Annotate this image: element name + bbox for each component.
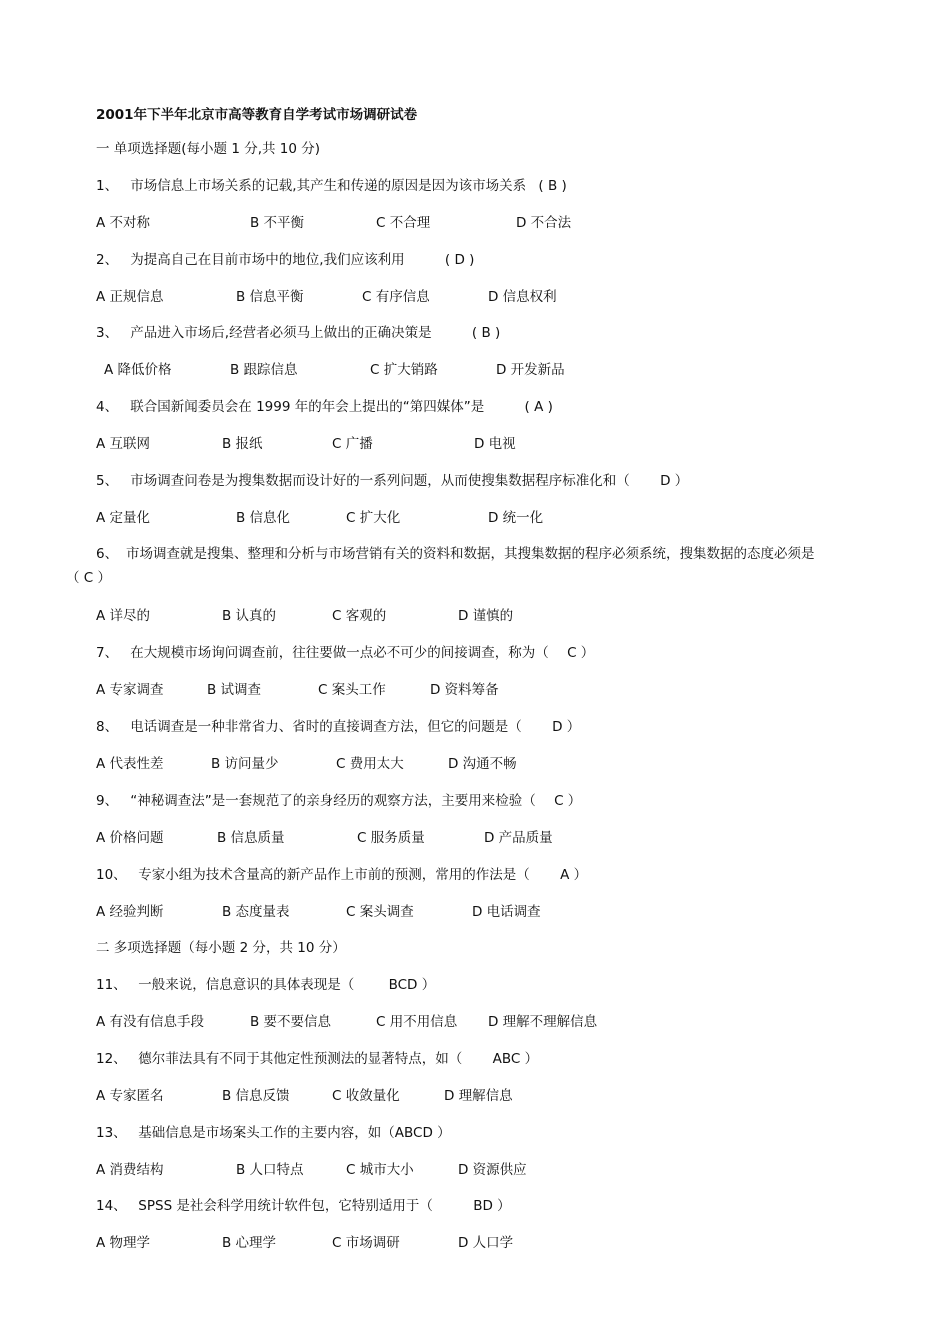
question-7 [96,644,594,662]
question-text: SPSS 是社会科学用统计软件包，它特别适用于（ [138,1198,433,1214]
question-text: 市场信息上市场关系的记载,其产生和传递的原因是因为该市场关系 [130,178,527,194]
question-answer: A ） [560,867,588,883]
option-a: A 定量化 [96,510,151,526]
option-a: A 正规信息 [96,289,164,305]
question-text: 产品进入市场后,经营者必须马上做出的正确决策是 [130,325,432,341]
question-number: 12、 [96,1051,127,1067]
option-d: D 资源供应 [458,1162,527,1178]
question-number: 10、 [96,867,127,883]
question-number: 13、 [96,1125,127,1141]
question-text: 基础信息是市场案头工作的主要内容，如（ABCD ） [138,1125,451,1141]
option-b: B 认真的 [222,608,277,624]
option-d: D 沟通不畅 [448,756,517,772]
question-11 [96,976,435,994]
option-c: C 扩大销路 [370,362,438,378]
question-3 [96,324,500,342]
option-b: B 要不要信息 [250,1014,332,1030]
option-d: D 人口学 [458,1235,514,1251]
question-answer: BD ） [473,1198,511,1214]
question-5 [96,472,688,490]
question-number: 8、 [96,719,119,735]
option-a: A 经验判断 [96,904,164,920]
exam-title: 2001年下半年北京市高等教育自学考试市场调研试卷 [96,107,418,123]
option-d: D 开发新品 [496,362,565,378]
option-c: C 不合理 [376,215,431,231]
option-b: B 信息化 [236,510,291,526]
question-text: 联合国新闻委员会在 1999 年的年会上提出的“第四媒体”是 [130,399,485,415]
question-answer: BCD ） [388,977,436,993]
option-c: C 市场调研 [332,1235,400,1251]
option-b: B 跟踪信息 [230,362,298,378]
question-answer: （ C ） [66,570,112,586]
option-c: C 案头工作 [318,682,386,698]
option-d: D 不合法 [516,215,572,231]
question-number: 5、 [96,473,119,489]
option-c: C 用不用信息 [376,1014,458,1030]
question-text: 市场调查问卷是为搜集数据而设计好的一系列问题，从而使搜集数据程序标准化和（ [130,473,630,489]
question-answer: ( B ) [471,325,501,341]
option-b: B 信息平衡 [236,289,304,305]
option-a: A 专家匿名 [96,1088,164,1104]
section-heading-single-choice: 一 单项选择题(每小题 1 分,共 10 分) [96,141,321,157]
question-13 [96,1124,451,1142]
question-10 [96,866,587,884]
option-b: B 试调查 [207,682,262,698]
question-number: 3、 [96,325,119,341]
question-1 [96,177,567,195]
option-a: A 专家调查 [96,682,164,698]
option-b: B 不平衡 [250,215,305,231]
section-heading-multiple-choice: 二 多项选择题（每小题 2 分，共 10 分） [96,940,346,956]
option-d: D 电话调查 [472,904,541,920]
option-b: B 人口特点 [236,1162,304,1178]
option-c: C 有序信息 [362,289,430,305]
option-c: C 费用太大 [336,756,404,772]
question-4 [96,398,553,416]
option-c: C 城市大小 [346,1162,414,1178]
option-b: B 心理学 [222,1235,277,1251]
question-number: 11、 [96,977,127,993]
question-number: 2、 [96,252,119,268]
option-b: B 态度量表 [222,904,290,920]
question-6 [66,542,866,590]
option-a: A 详尽的 [96,608,151,624]
question-text: 德尔菲法具有不同于其他定性预测法的显著特点，如（ [138,1051,463,1067]
option-a: A 降低价格 [104,362,172,378]
question-answer: C ） [567,645,595,661]
question-number: 14、 [96,1198,127,1214]
option-d: D 理解信息 [444,1088,513,1104]
question-number: 6、 [96,546,119,562]
question-text: 专家小组为技术含量高的新产品作上市前的预测，常用的作法是（ [138,867,530,883]
question-text: 为提高自己在目前市场中的地位,我们应该利用 [130,252,405,268]
option-b: B 访问量少 [211,756,279,772]
option-c: C 广播 [332,436,373,452]
option-c: C 收敛量化 [332,1088,400,1104]
question-answer: ( A ) [524,399,553,415]
question-9 [96,792,581,810]
question-text: 市场调查就是搜集、整理和分析与市场营销有关的资料和数据，其搜集数据的程序必须系统，搜集数据的态度必须是 [126,546,815,562]
question-text: “神秘调查法”是一套规范了的亲身经历的观察方法，主要用来检验（ [130,793,536,809]
option-a: A 物理学 [96,1235,151,1251]
option-d: D 资料筹备 [430,682,499,698]
question-number: 1、 [96,178,119,194]
option-c: C 服务质量 [357,830,425,846]
option-d: D 统一化 [488,510,544,526]
question-8 [96,718,580,736]
question-number: 4、 [96,399,119,415]
question-answer: D ） [552,719,581,735]
option-a: A 互联网 [96,436,151,452]
option-b: B 报纸 [222,436,263,452]
question-answer: ( D ) [444,252,475,268]
option-c: C 客观的 [332,608,387,624]
option-a: A 不对称 [96,215,151,231]
option-d: D 电视 [474,436,516,452]
option-b: B 信息质量 [217,830,285,846]
question-answer: D ） [660,473,689,489]
question-answer: ABC ） [492,1051,539,1067]
question-number: 9、 [96,793,119,809]
question-14 [96,1197,511,1215]
question-text: 电话调查是一种非常省力、省时的直接调查方法，但它的问题是（ [130,719,522,735]
question-12 [96,1050,538,1068]
question-answer: C ） [554,793,582,809]
option-a: A 有没有信息手段 [96,1014,205,1030]
option-d: D 产品质量 [484,830,553,846]
option-b: B 信息反馈 [222,1088,290,1104]
option-d: D 信息权利 [488,289,557,305]
question-text: 一般来说，信息意识的具体表现是（ [138,977,355,993]
question-number: 7、 [96,645,119,661]
question-2 [96,251,474,269]
option-c: C 扩大化 [346,510,401,526]
option-d: D 理解不理解信息 [488,1014,598,1030]
question-answer: ( B ) [538,178,567,194]
option-d: D 谨慎的 [458,608,514,624]
question-text: 在大规模市场询问调查前，往往要做一点必不可少的间接调查，称为（ [130,645,549,661]
option-c: C 案头调查 [346,904,414,920]
option-a: A 消费结构 [96,1162,164,1178]
option-a: A 价格问题 [96,830,164,846]
option-a: A 代表性差 [96,756,164,772]
